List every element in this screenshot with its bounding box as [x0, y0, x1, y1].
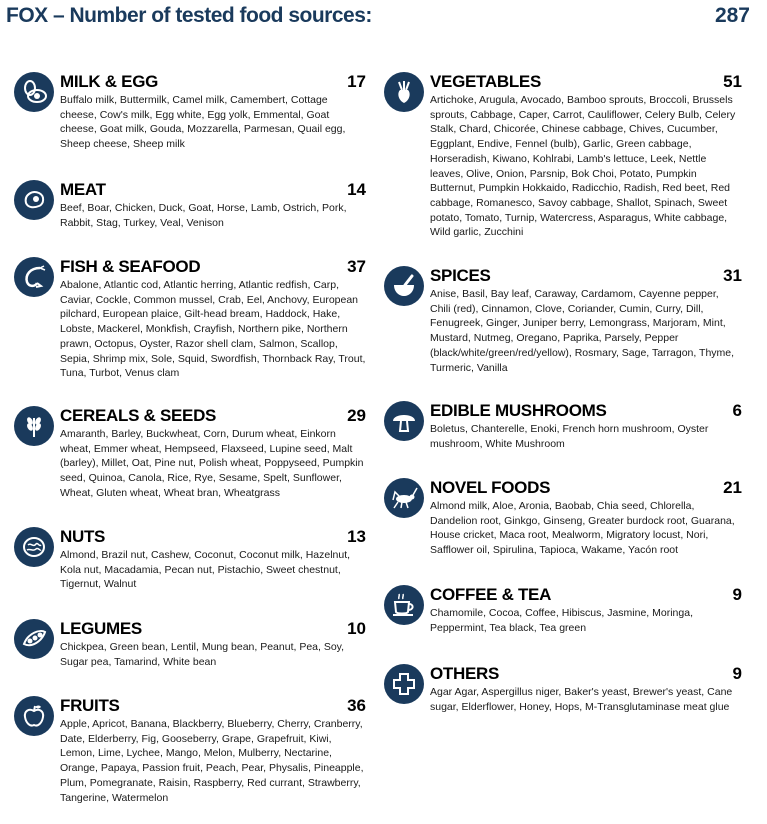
category-count: 14	[347, 180, 366, 199]
category-name: NUTS	[60, 527, 106, 546]
category-fish-seafood	[14, 257, 366, 387]
beet-icon	[384, 72, 424, 112]
plus-icon	[384, 664, 424, 704]
category-name: MEAT	[60, 180, 106, 199]
category-fruits	[14, 696, 366, 812]
category-others	[384, 664, 742, 734]
category-items: Beef, Boar, Chicken, Duck, Goat, Horse, Lamb, Ostrich, Pork, Rabbit, Stag, Turkey, Veal, Venison	[60, 202, 347, 229]
category-items: Almond, Brazil nut, Cashew, Coconut, Coconut milk, Hazelnut, Kola nut, Macadamia, Pecan nut, Pistachio, Sweet chestnut, Tigernut, Walnut	[60, 549, 351, 591]
category-name: COFFEE & TEA	[430, 585, 552, 604]
category-name: VEGETABLES	[430, 72, 541, 91]
category-items: Agar Agar, Aspergillus niger, Baker's yeast, Brewer's yeast, Cane sugar, Elderflower, Honey, Hops, M-Transglutaminase meat glue	[430, 686, 733, 713]
mushroom-icon	[384, 401, 424, 441]
meat-icon	[14, 180, 54, 220]
wheat-icon	[14, 406, 54, 446]
category-edible-mushrooms	[384, 401, 742, 455]
category-nuts	[14, 527, 366, 599]
category-count: 29	[347, 406, 366, 425]
category-vegetables	[384, 72, 742, 242]
category-items: Anise, Basil, Bay leaf, Caraway, Cardamom, Cayenne pepper, Chili (red), Cinnamon, Clove, Coriander, Cumin, Curry, Dill, Fenugreek, Ginger, Juniper berry, Lemongrass, Marjoram, Mint, Mustard, Nutmeg, Oregano, Paprika, Parsely, Pepper (black/white/green/red/yellow), Rosmary, Sage, Tarragon, Thyme, Turmeric, Vanilla	[430, 288, 735, 374]
category-items: Buffalo milk, Buttermilk, Camel milk, Camembert, Cottage cheese, Cow's milk, Egg white, Egg yolk, Emmental, Goat cheese, Goat milk, Gouda, Mozzarella, Parmesan, Quail egg, Sheep cheese, Sheep milk	[60, 94, 346, 151]
category-count: 6	[732, 401, 742, 420]
milk-egg-icon	[14, 72, 54, 112]
category-count: 10	[347, 619, 366, 638]
category-count: 17	[347, 72, 366, 91]
category-items: Abalone, Atlantic cod, Atlantic herring, Atlantic redfish, Carp, Caviar, Cockle, Common mussel, Crab, Eel, Anchovy, European pilchard, European plaice, Gilt-head bream, Haddock, Hake, Lobste, Mackerel, Monkfish, Crayfish, Northern pike, Northern prawn, Octopus, Oyster, Razor shell clam, Salmon, Scallop, Sepia, Shrimp mix, Sole, Squid, Swordfish, Thornback Ray, Trout, Tuna, Turbot, Venus clam	[60, 279, 366, 380]
category-name: FISH & SEAFOOD	[60, 257, 201, 276]
category-novel-foods	[384, 478, 742, 564]
category-name: CEREALS & SEEDS	[60, 406, 217, 425]
category-count: 13	[347, 527, 366, 546]
page-title: FOX – Number of tested food sources:	[6, 4, 372, 27]
category-name: EDIBLE MUSHROOMS	[430, 401, 607, 420]
pea-pod-icon	[14, 619, 54, 659]
page-header	[6, 4, 750, 32]
category-count: 9	[732, 664, 742, 683]
category-count: 31	[723, 266, 742, 285]
category-coffee-tea	[384, 585, 742, 641]
apple-icon	[14, 696, 54, 736]
category-name: OTHERS	[430, 664, 500, 683]
cup-icon	[384, 585, 424, 625]
mortar-icon	[384, 266, 424, 306]
category-name: LEGUMES	[60, 619, 142, 638]
category-name: FRUITS	[60, 696, 120, 715]
category-count: 21	[723, 478, 742, 497]
category-count: 9	[732, 585, 742, 604]
category-name: MILK & EGG	[60, 72, 159, 91]
category-legumes	[14, 619, 366, 677]
category-count: 37	[347, 257, 366, 276]
category-count: 51	[723, 72, 742, 91]
category-spices	[384, 266, 742, 378]
category-name: SPICES	[430, 266, 491, 285]
category-items: Almond milk, Aloe, Aronia, Baobab, Chia seed, Chlorella, Dandelion root, Ginkgo, Ginseng, Greater burdock root, Guarana, House cricket, Maca root, Mealworm, Migratory locust, Nori, Safflower oil, Spirulina, Tapioca, Wakame, Yacón root	[430, 500, 735, 557]
category-meat	[14, 180, 366, 236]
category-milk-egg	[14, 72, 366, 158]
category-items: Boletus, Chanterelle, Enoki, French horn mushroom, Oyster mushroom, White Mushroom	[430, 423, 709, 450]
cricket-icon	[384, 478, 424, 518]
walnut-icon	[14, 527, 54, 567]
category-cereals-seeds	[14, 406, 366, 506]
category-items: Chickpea, Green bean, Lentil, Mung bean, Peanut, Pea, Soy, Sugar pea, Tamarind, White bean	[60, 641, 345, 668]
category-name: NOVEL FOODS	[430, 478, 551, 497]
category-items: Apple, Apricot, Banana, Blackberry, Blueberry, Cherry, Cranberry, Date, Elderberry, Fig, Gooseberry, Grape, Grapefruit, Kiwi, Lemon, Lime, Lychee, Mango, Melon, Mulberry, Nectarine, Orange, Papaya, Passion fruit, Peach, Pear, Physalis, Pineapple, Plum, Pomegranate, Raisin, Raspberry, Red currant, Strawberry, Tangerine, Watermelon	[60, 718, 364, 804]
shrimp-icon	[14, 257, 54, 297]
category-items: Chamomile, Cocoa, Coffee, Hibiscus, Jasmine, Moringa, Peppermint, Tea black, Tea green	[430, 607, 693, 634]
category-items: Amaranth, Barley, Buckwheat, Corn, Durum wheat, Einkorn wheat, Emmer wheat, Hempseed, Flaxseed, Lupine seed, Malt (barley), Millet, Oat, Pine nut, Polish wheat, Poppyseed, Pumpkin seed, Quinoa, Canola, Rice, Rye, Sesame, Spelt, Sunflower, Wheat, Gluten wheat, Wheat bran, Wheatgrass	[60, 428, 364, 499]
category-count: 36	[347, 696, 366, 715]
total-count: 287	[714, 4, 750, 27]
category-items: Artichoke, Arugula, Avocado, Bamboo sprouts, Broccoli, Brussels sprouts, Cabbage, Caper, Carrot, Cauliflower, Celery Bulb, Celery Stalk, Chard, Chicorée, Chinese cabbage, Chives, Cucumber, Eggplant, Endive, Fennel (bulb), Garlic, Green cabbage, Horseradish, Kiwano, Kohlrabi, Lamb's lettuce, Leek, Nettle leaves, Olive, Onion, Parsnip, Bok Choi, Potato, Pumpkin Butternut, Pumpkin Hokkaido, Radicchio, Radish, Red beet, Red cabbage, Romanesco, Savoy cabbage, Shallot, Spinach, Sweet potato, Tomato, Turnip, Watercress, Asparagus, White cabbage, Wild garlic, Zucchini	[430, 94, 736, 239]
